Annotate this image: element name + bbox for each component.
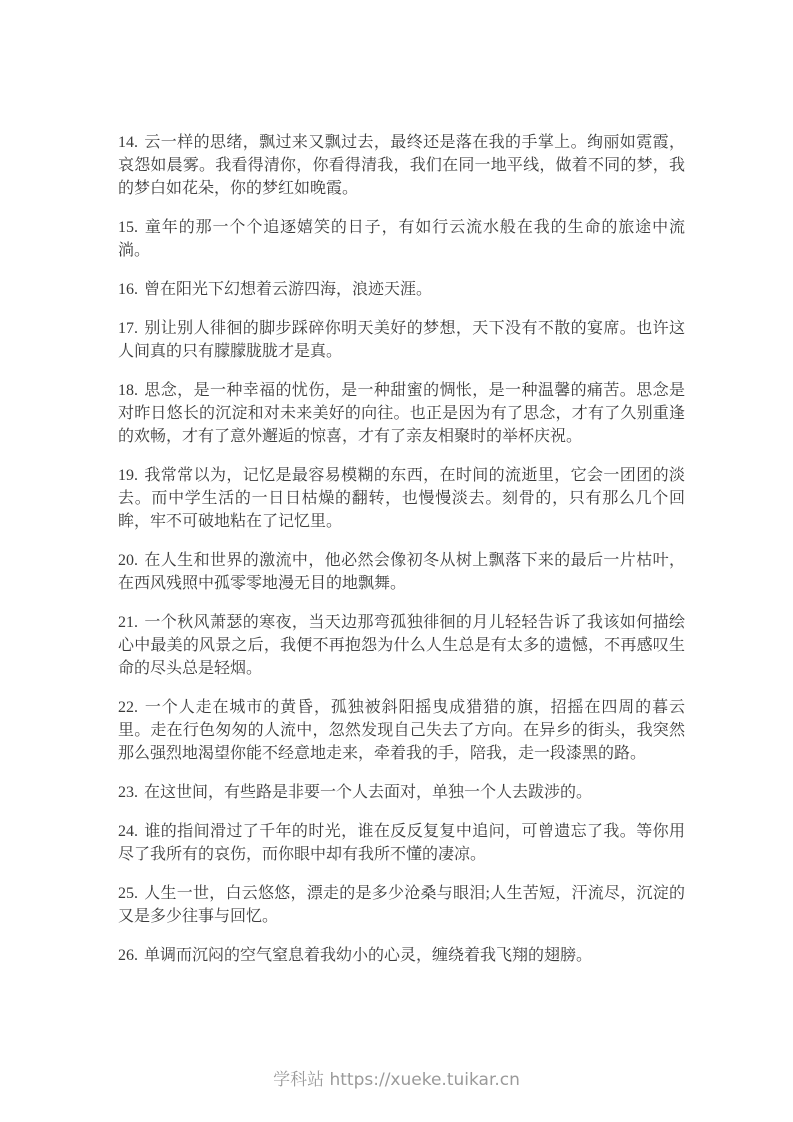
quote-item — [118, 611, 685, 680]
item-number: 15. — [118, 219, 138, 236]
item-text: 思念，是一种幸福的忧伤，是一种甜蜜的惆怅，是一种温馨的痛苦。思念是对昨日悠长的沉淀和对未来美好的向往。也正是因为有了思念，才有了久别重逢的欢畅，才有了意外邂逅的惊喜，才有了亲友相聚时的举杯庆祝。 — [118, 382, 685, 445]
quote-item — [118, 278, 685, 301]
quote-item — [118, 464, 685, 533]
item-text: 曾在阳光下幻想着云游四海，浪迹天涯。 — [144, 281, 433, 298]
quote-item — [118, 882, 685, 928]
quote-item — [118, 131, 685, 200]
quote-item — [118, 820, 685, 866]
item-number: 22. — [118, 699, 138, 716]
item-text: 在人生和世界的激流中，他必然会像初冬从树上飘落下来的最后一片枯叶，在西风残照中孤零零地漫无目的地飘舞。 — [118, 552, 685, 592]
item-number: 18. — [118, 382, 138, 399]
item-number: 19. — [118, 467, 138, 484]
footer-site-name: 学科站 — [273, 1070, 325, 1090]
quote-item — [118, 317, 685, 363]
footer-watermark — [0, 1070, 793, 1090]
item-number: 23. — [118, 784, 138, 801]
quote-item — [118, 781, 685, 804]
item-text: 一个秋风萧瑟的寒夜，当天边那弯孤独徘徊的月儿轻轻告诉了我该如何描绘心中最美的风景之后，我便不再抱怨为什么人生总是有太多的遗憾，不再感叹生命的尽头总是轻烟。 — [118, 614, 685, 677]
item-text: 单调而沉闷的空气窒息着我幼小的心灵，缠绕着我飞翔的翅膀。 — [144, 947, 593, 964]
item-text: 别让别人徘徊的脚步踩碎你明天美好的梦想，天下没有不散的宴席。也许这人间真的只有朦朦胧胧才是真。 — [118, 320, 685, 360]
item-number: 26. — [118, 947, 138, 964]
quote-item — [118, 549, 685, 595]
item-text: 人生一世，白云悠悠，漂走的是多少沧桑与眼泪;人生苦短，汗流尽，沉淀的又是多少往事与回忆。 — [118, 885, 685, 925]
quote-item — [118, 696, 685, 765]
item-number: 21. — [118, 614, 138, 631]
footer-url: https://xueke.tuikar.cn — [329, 1070, 520, 1090]
item-text: 童年的那一个个追逐嬉笑的日子，有如行云流水般在我的生命的旅途中流淌。 — [118, 219, 685, 259]
item-number: 17. — [118, 320, 138, 337]
item-text: 谁的指间滑过了千年的时光，谁在反反复复中追问，可曾遗忘了我。等你用尽了我所有的哀伤，而你眼中却有我所不懂的凄凉。 — [118, 823, 685, 863]
item-text: 一个人走在城市的黄昏，孤独被斜阳摇曳成猎猎的旗，招摇在四周的暮云里。走在行色匆匆的人流中，忽然发现自己失去了方向。在异乡的街头，我突然那么强烈地渴望你能不经意地走来，牵着我的手，陪我，走一段漆黑的路。 — [118, 699, 685, 762]
item-number: 24. — [118, 823, 138, 840]
quotes-list — [118, 131, 685, 983]
item-text: 云一样的思绪，飘过来又飘过去，最终还是落在我的手掌上。绚丽如霓霞，哀怨如晨雾。我看得清你，你看得清我，我们在同一地平线，做着不同的梦，我的梦白如花朵，你的梦红如晚霞。 — [118, 134, 685, 197]
item-number: 20. — [118, 552, 138, 569]
quote-item — [118, 216, 685, 262]
item-text: 在这世间，有些路是非要一个人去面对，单独一个人去跋涉的。 — [144, 784, 593, 801]
item-number: 14. — [118, 134, 138, 151]
item-number: 16. — [118, 281, 138, 298]
item-number: 25. — [118, 885, 138, 902]
quote-item — [118, 379, 685, 448]
quote-item — [118, 944, 685, 967]
item-text: 我常常以为，记忆是最容易模糊的东西，在时间的流逝里，它会一团团的淡去。而中学生活的一日日枯燥的翻转，也慢慢淡去。刻骨的，只有那么几个回眸，牢不可破地粘在了记忆里。 — [118, 467, 685, 530]
